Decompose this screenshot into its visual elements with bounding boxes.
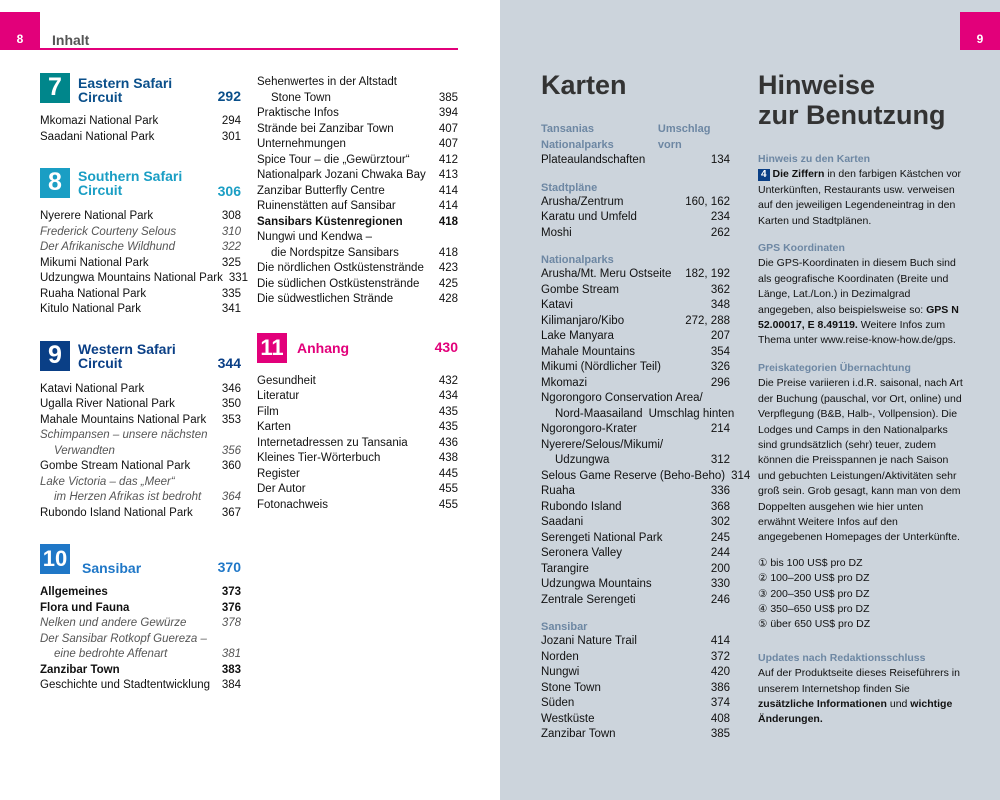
toc-entry[interactable]: Kitulo National Park 341: [40, 303, 241, 315]
map-entry[interactable]: Nungwi 420: [541, 666, 730, 678]
chapter-page: 306: [217, 182, 241, 199]
toc-entry[interactable]: Rubondo Island National Park 367: [40, 506, 241, 519]
chapter-9-heading[interactable]: [40, 340, 241, 372]
notes-heading-updates: Updates nach Redaktionsschluss: [758, 651, 926, 664]
price-category: ③ 200–350 US$ pro DZ: [758, 587, 870, 600]
toc-entry[interactable]: Ruaha National Park 335: [40, 287, 241, 300]
map-entry[interactable]: Ruaha 336: [541, 485, 730, 497]
toc-entry[interactable]: Strände bei Zanzibar Town 407: [257, 122, 458, 135]
toc-entry[interactable]: Ruinenstätten auf Sansibar 414: [257, 200, 458, 212]
price-category: ④ 350–650 US$ pro DZ: [758, 602, 870, 615]
map-entry[interactable]: Norden 372: [541, 650, 730, 663]
chapter-number: 9: [40, 341, 70, 371]
map-entry[interactable]: Lake Manyara 207: [541, 330, 730, 342]
toc-entry[interactable]: Lake Victoria – das „Meer“: [40, 475, 175, 488]
page-number-right: 9: [960, 12, 1000, 50]
page-header-title: Inhalt: [52, 32, 90, 48]
map-entry[interactable]: Udzungwa 312: [555, 454, 730, 466]
header-divider: [40, 48, 458, 50]
chapter-8-heading[interactable]: [40, 167, 241, 199]
toc-column-1: [40, 72, 249, 694]
karten-title: Karten: [541, 70, 627, 100]
chapter-title: Southern Safari Circuit: [78, 168, 183, 198]
toc-entry[interactable]: eine bedrohte Affenart 381: [54, 648, 241, 660]
price-categories: [758, 556, 963, 633]
toc-entry[interactable]: Spice Tour – die „Gewürztour“ 412: [257, 153, 458, 166]
toc-entry[interactable]: Der Sansibar Rotkopf Guereza –: [40, 632, 207, 645]
chapter-7-entries: [40, 114, 241, 145]
toc-entry[interactable]: die Nordspitze Sansibars 418: [271, 246, 458, 259]
toc-entry[interactable]: Nungwi und Kendwa –: [257, 231, 373, 243]
toc-entry[interactable]: Karten 435: [257, 421, 458, 433]
map-entry[interactable]: Süden 374: [541, 697, 730, 709]
section-heading-stadtplaene: Stadtpläne: [541, 181, 598, 194]
map-entry[interactable]: Nyerere/Selous/Mikumi/: [541, 438, 664, 451]
usage-notes: [758, 152, 963, 728]
toc-entry[interactable]: Sansibars Küstenregionen 418: [257, 215, 458, 228]
toc-entry[interactable]: Internetadressen zu Tansania 436: [257, 436, 458, 449]
toc-entry[interactable]: Nyerere National Park 308: [40, 210, 241, 222]
price-category: ① bis 100 US$ pro DZ: [758, 556, 863, 569]
toc-entry[interactable]: Zanzibar Butterfly Centre 414: [257, 184, 458, 197]
map-entry[interactable]: Plateaulandschaften 134: [541, 154, 730, 166]
toc-entry[interactable]: Frederick Courteny Selous 310: [40, 225, 241, 238]
chapter-11-heading[interactable]: [257, 332, 458, 364]
chapter-title: Eastern Safari Circuit: [78, 75, 173, 105]
toc-entry[interactable]: Die südlichen Ostküstenstrände 425: [257, 277, 458, 290]
chapter-title: Anhang: [297, 339, 350, 356]
map-entry[interactable]: Mahale Mountains 354: [541, 345, 730, 358]
toc-entry[interactable]: Mkomazi National Park 294: [40, 115, 241, 127]
chapter-title: Sansibar: [82, 560, 142, 576]
toc-entry[interactable]: Mahale Mountains National Park 353: [40, 413, 241, 426]
chapter-number: 11: [257, 333, 287, 363]
notes-heading-maps: Hinweis zu den Karten: [758, 153, 871, 165]
hinweise-title: Hinweise zur Benutzung: [758, 70, 946, 130]
map-entry[interactable]: Zanzibar Town 385: [541, 728, 730, 740]
map-entry[interactable]: Selous Game Reserve (Beho-Beho) 314: [541, 469, 751, 482]
chapter-page: 430: [434, 338, 458, 355]
map-entry[interactable]: Saadani 302: [541, 516, 730, 528]
number-badge: 4: [758, 169, 770, 181]
chapter-number: 8: [40, 168, 70, 198]
map-entry[interactable]: Ngorongoro Conservation Area/: [541, 392, 703, 404]
toc-entry[interactable]: Sehenwertes in der Altstadt: [257, 76, 397, 88]
toc-entry[interactable]: Fotonachweis 455: [257, 498, 458, 511]
toc-entry[interactable]: Unternehmungen 407: [257, 138, 458, 150]
toc-entry[interactable]: Literatur 434: [257, 390, 458, 402]
toc-entry[interactable]: Stone Town 385: [271, 91, 458, 104]
chapter-page: 344: [217, 355, 241, 371]
chapter-page: 370: [217, 558, 241, 575]
section-heading-nationalparks-overview: Tansanias Nationalparks Umschlag vorn: [541, 123, 711, 151]
chapter-number: 7: [40, 73, 70, 103]
notes-text-gps: Die GPS-Koordinaten in diesem Buch sind als geografische Koordinaten (Breite und Länge, Lat./Lon.) in Dezimalgrad angegeben, also beispielsweise so: GPS N 52.00017, E 8.49119. Weitere Infos zum Thema unter www.reise-know-how.de/gps.: [758, 257, 959, 347]
toc-entry[interactable]: Schimpansen – unsere nächsten: [40, 429, 208, 441]
chapter-9-entries: [40, 382, 241, 522]
toc-entry[interactable]: Zanzibar Town 383: [40, 663, 241, 676]
map-entry[interactable]: Arusha/Zentrum 160, 162: [541, 195, 730, 208]
toc-entry[interactable]: Geschichte und Stadtentwicklung 384: [40, 679, 241, 691]
toc-entry[interactable]: Nationalpark Jozani Chwaka Bay 413: [257, 169, 458, 181]
toc-entry[interactable]: Verwandten 356: [54, 444, 241, 457]
toc-entry[interactable]: Der Autor 455: [257, 483, 458, 495]
map-entry[interactable]: Gombe Stream 362: [541, 283, 730, 296]
map-entry[interactable]: Arusha/Mt. Meru Ostseite 182, 192: [541, 268, 730, 280]
section-heading-nationalparks: Nationalparks: [541, 254, 614, 266]
toc-entry[interactable]: Flora und Fauna 376: [40, 601, 241, 614]
price-category: ② 100–200 US$ pro DZ: [758, 572, 870, 585]
map-entry[interactable]: Udzungwa Mountains 330: [541, 578, 730, 590]
toc-entry[interactable]: Katavi National Park 346: [40, 382, 241, 395]
toc-entry[interactable]: Der Afrikanische Wildhund 322: [40, 241, 241, 253]
map-entry[interactable]: Stone Town 386: [541, 681, 730, 694]
map-entry[interactable]: Katavi 348: [541, 299, 730, 311]
toc-entry[interactable]: Die südwestlichen Strände 428: [257, 293, 458, 305]
map-entry[interactable]: Zentrale Serengeti 246: [541, 593, 730, 606]
map-entry[interactable]: Mkomazi 296: [541, 376, 730, 389]
chapter-10-entries: [40, 585, 241, 694]
chapter-page: 292: [217, 87, 241, 104]
toc-column-2: [257, 75, 458, 513]
toc-entry[interactable]: Praktische Infos 394: [257, 107, 458, 119]
toc-entry[interactable]: Ugalla River National Park 350: [40, 398, 241, 410]
map-entry[interactable]: Seronera Valley 244: [541, 547, 730, 559]
section-heading-sansibar: Sansibar: [541, 621, 588, 633]
toc-entry[interactable]: Die nördlichen Ostküstenstrände 423: [257, 262, 458, 274]
sansibar-continued-entries: [257, 75, 458, 308]
map-entry[interactable]: Moshi 262: [541, 226, 730, 239]
toc-entry[interactable]: Allgemeines 373: [40, 586, 241, 598]
notes-text-maps: 4 Die Ziffern in den farbigen Kästchen vor Unterkünften, Restaurants usw. verweisen auf den jeweiligen Legendeneintrag in den Karten und Stadtplänen.: [758, 168, 961, 227]
map-entry[interactable]: Kilimanjaro/Kibo 272, 288: [541, 314, 730, 327]
toc-entry[interactable]: Saadani National Park 301: [40, 130, 241, 143]
chapter-7-heading[interactable]: [40, 72, 241, 104]
map-entry[interactable]: Jozani Nature Trail 414: [541, 635, 730, 647]
toc-entry[interactable]: Mikumi National Park 325: [40, 256, 241, 269]
chapter-8-entries: [40, 209, 249, 318]
notes-text-prices: Die Preise variieren i.d.R. saisonal, nach Art der Buchung (pauschal, vor Ort, online) und Verpflegung (B&B, Halb-, Vollpension). Die Lodges und Camps in den Nationalparks sind grundsätzlich (sehr) teuer, zudem können die Preisspannen je nach Saison und gebuchten Leistungen/Aktivitäten sehr groß sein. Grob gesagt, kann man von dem Doppelten ausgehen wie hier unten erwähnt Weitere Infos auf den angegebenen Homepages der Unterkünfte.: [758, 377, 963, 544]
toc-entry[interactable]: Udzungwa Mountains National Park 331: [40, 272, 249, 284]
toc-entry[interactable]: Register 445: [257, 467, 458, 480]
toc-entry[interactable]: im Herzen Afrikas ist bedroht 364: [54, 491, 241, 503]
notes-heading-gps: GPS Koordinaten: [758, 242, 845, 255]
price-category: ⑤ über 650 US$ pro DZ: [758, 618, 871, 631]
map-entry[interactable]: Nord-Maasailand Umschlag hinten: [555, 407, 735, 420]
chapter-number: 10: [40, 544, 70, 574]
map-entry[interactable]: Tarangire 200: [541, 562, 730, 575]
notes-heading-prices: Preiskategorien Übernachtung: [758, 361, 911, 374]
right-page: [500, 0, 1000, 800]
chapter-10-heading[interactable]: [40, 543, 241, 575]
page-number-left: 8: [0, 12, 40, 50]
map-entry[interactable]: Rubondo Island 368: [541, 500, 730, 513]
toc-entry[interactable]: Kleines Tier-Wörterbuch 438: [257, 452, 458, 464]
map-entry[interactable]: Ngorongoro-Krater 214: [541, 423, 730, 435]
map-entry[interactable]: Karatu und Umfeld 234: [541, 211, 730, 223]
map-entry[interactable]: Serengeti National Park 245: [541, 531, 730, 544]
chapter-title: Western Safari Circuit: [78, 340, 176, 371]
map-entry[interactable]: Mikumi (Nördlicher Teil) 326: [541, 361, 730, 373]
chapter-11-entries: [257, 374, 458, 514]
notes-text-updates: Auf der Produktseite dieses Reiseführers in unserem Internetshop finden Sie zusätzliche Informationen und wichtige Änderungen.: [758, 667, 960, 726]
toc-entry[interactable]: Film 435: [257, 405, 458, 418]
toc-entry[interactable]: Nelken und andere Gewürze 378: [40, 617, 241, 629]
karten-list: [541, 122, 751, 743]
map-entry[interactable]: Westküste 408: [541, 712, 730, 725]
toc-entry[interactable]: Gombe Stream National Park 360: [40, 460, 241, 472]
toc-entry[interactable]: Gesundheit 432: [257, 374, 458, 387]
